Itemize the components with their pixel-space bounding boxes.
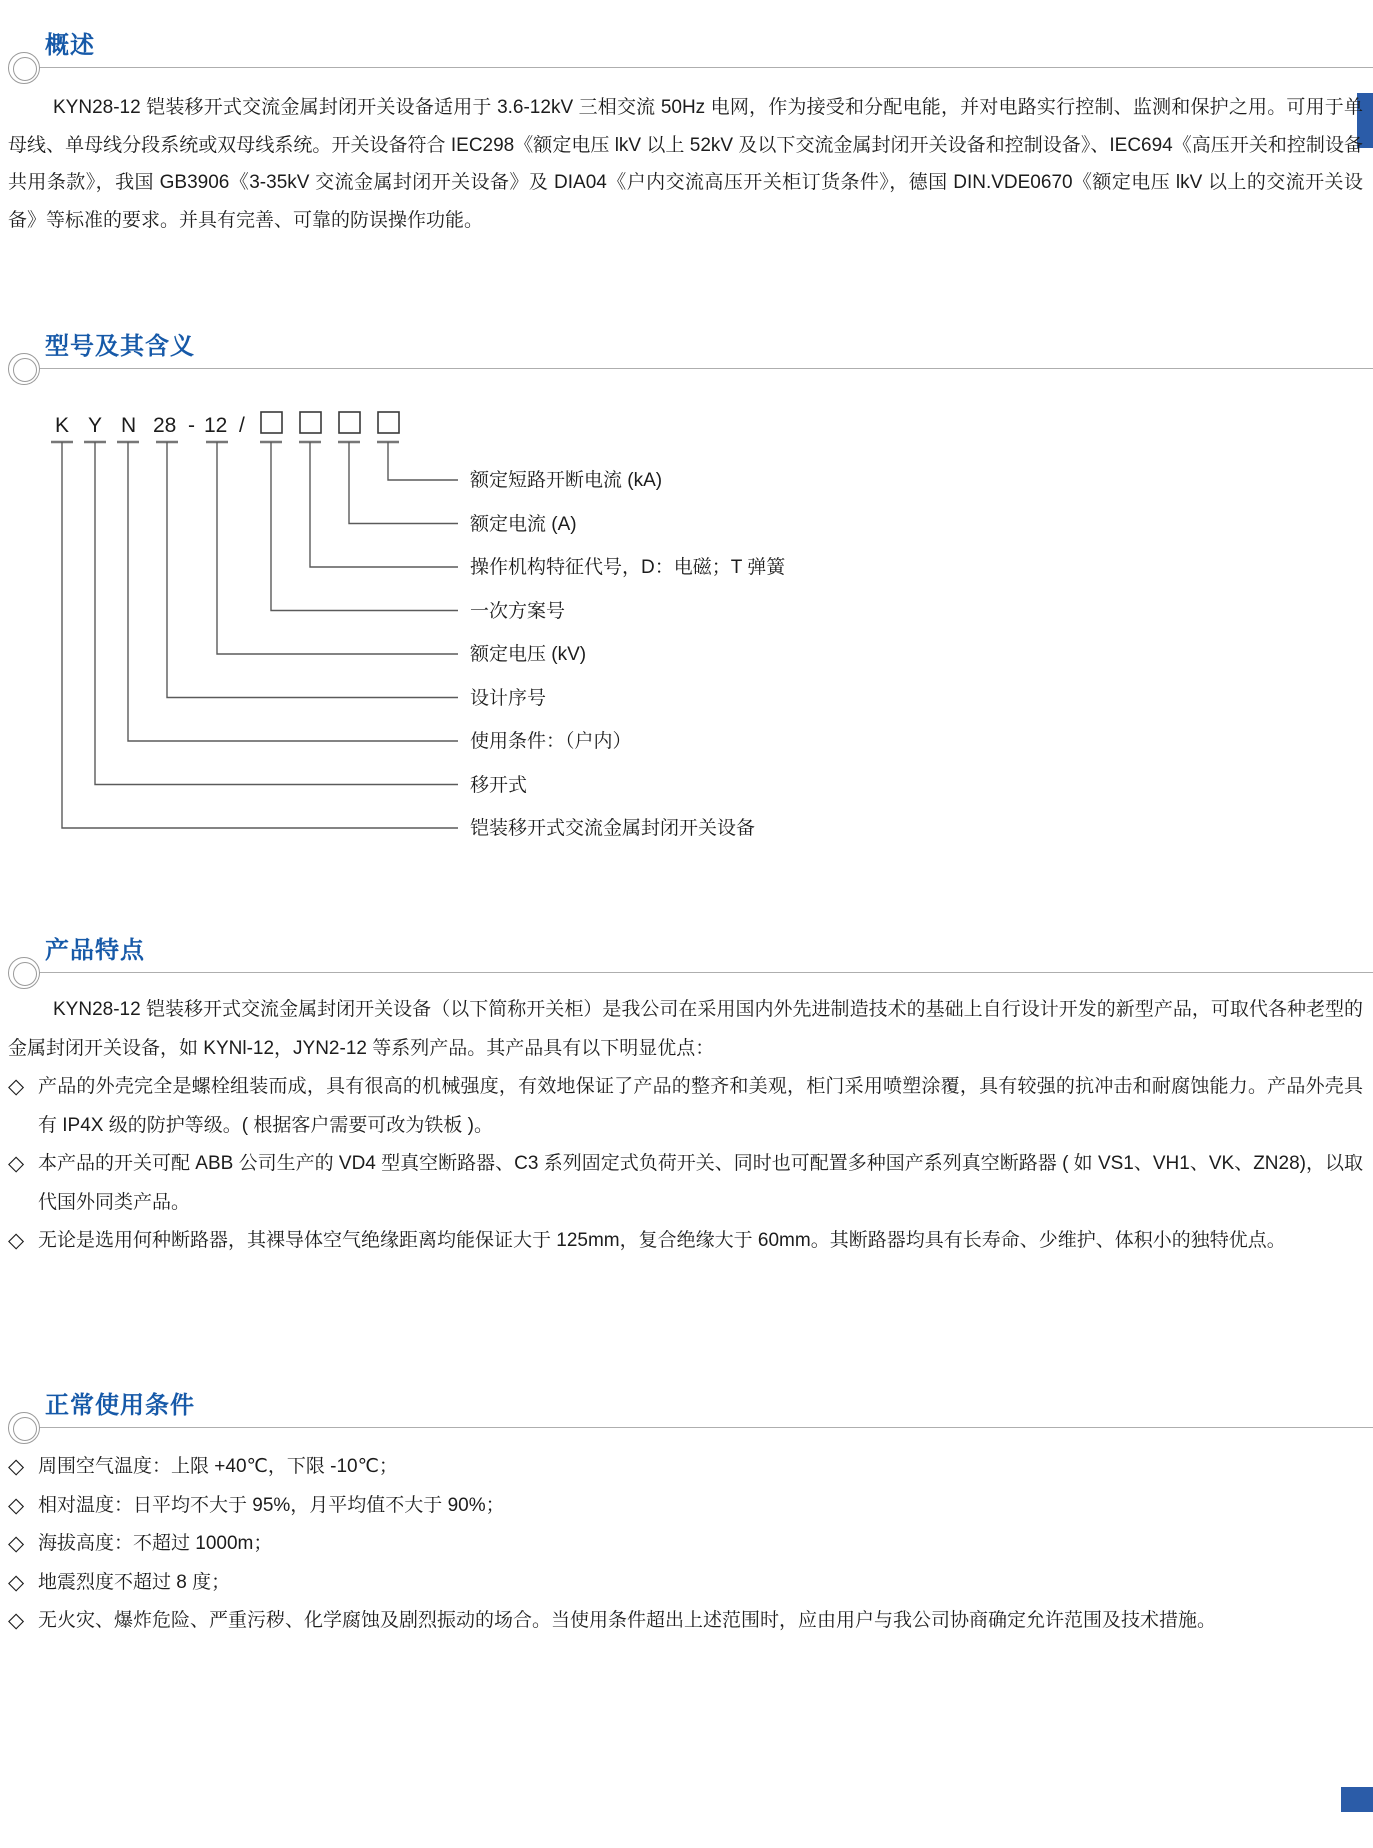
model-code-label: 额定电压 (kV)	[470, 644, 587, 665]
model-code-connector	[349, 442, 458, 524]
condition-item-text: 周围空气温度：上限 +40℃，下限 -10℃；	[38, 1456, 398, 1477]
diamond-bullet-icon: ◇	[8, 1493, 25, 1517]
section-ring-icon	[8, 353, 40, 385]
diamond-bullet-icon: ◇	[8, 1609, 25, 1632]
section-divider-line	[30, 67, 1373, 68]
diamond-bullet-icon: ◇	[8, 1455, 25, 1478]
model-code-label: 额定电流 (A)	[470, 514, 577, 535]
section-header-features	[0, 929, 1373, 973]
section-title-model: 型号及其含义	[45, 333, 195, 360]
feature-item	[8, 1222, 1363, 1261]
model-code-box	[378, 412, 399, 433]
features-body	[8, 991, 1363, 1261]
section-ring-icon	[8, 1412, 40, 1444]
model-code-label: 一次方案号	[470, 601, 566, 622]
section-ring-icon	[8, 52, 40, 84]
conditions-body	[8, 1448, 1363, 1641]
condition-item-text: 海拔高度：不超过 1000m；	[38, 1533, 273, 1554]
model-code-part: N	[121, 414, 137, 437]
diamond-bullet-icon: ◇	[8, 1229, 25, 1252]
section-header-model	[0, 325, 1373, 369]
feature-item-text: 产品的外壳完全是螺栓组装而成，具有很高的机械强度，有效地保证了产品的整齐和美观，柜门采用喷塑涂覆，具有较强的抗冲击和耐腐蚀能力。产品外壳具有 IP4X 级的防护等级。( 根据客户需要可改为铁板 )。	[38, 1076, 1363, 1136]
feature-item-text: 无论是选用何种断路器，其裸导体空气绝缘距离均能保证大于 125mm，复合绝缘大于 60mm。其断路器均具有长寿命、少维护、体积小的独特优点。	[38, 1230, 1286, 1251]
model-code-part: /	[239, 414, 245, 437]
section-title-features: 产品特点	[45, 937, 145, 964]
condition-item	[8, 1525, 1363, 1564]
model-code-part: -	[188, 414, 195, 437]
model-code-part: 28	[153, 414, 177, 437]
condition-item	[8, 1487, 1363, 1526]
section-header-overview	[0, 24, 1373, 68]
model-code-connector	[128, 442, 458, 741]
model-code-box	[261, 412, 282, 433]
section-title-conditions: 正常使用条件	[45, 1392, 195, 1419]
model-code-label: 铠装移开式交流金属封闭开关设备	[470, 818, 756, 839]
model-code-connector	[271, 442, 458, 611]
section-divider-line	[30, 1427, 1373, 1428]
condition-item	[8, 1448, 1363, 1487]
model-code-connector	[95, 442, 458, 785]
model-code-connector	[62, 442, 458, 828]
overview-paragraph: KYN28-12 铠装移开式交流金属封闭开关设备适用于 3.6-12kV 三相交流 50Hz 电网，作为接受和分配电能，并对电路实行控制、监测和保护之用。可用于单母线、单母线分段系统或双母线系统。开关设备符合 IEC298《额定电压 lkV 以上 52kV 及以下交流金属封闭开关设备和控制设备》、IEC694《高压开关和控制设备共用条款》，我国 GB3906《3-35kV 交流金属封闭开关设备》及 DIA04《户内交流高压开关柜订货条件》，德国 DIN.VDE0670《额定电压 lkV 以上的交流开关设备》等标准的要求。并具有完善、可靠的防误操作功能。	[8, 97, 1363, 231]
model-code-connector	[388, 442, 458, 480]
condition-item	[8, 1564, 1363, 1603]
model-code-box	[300, 412, 321, 433]
model-code-label: 使用条件：（户内）	[470, 731, 632, 752]
condition-item	[8, 1602, 1363, 1641]
diamond-bullet-icon: ◇	[8, 1152, 25, 1175]
diamond-bullet-icon: ◇	[8, 1075, 25, 1098]
condition-item-text: 相对温度：日平均不大于 95%，月平均值不大于 90%；	[38, 1494, 505, 1516]
section-ring-icon	[8, 957, 40, 989]
page-edge-tab-bottom	[1341, 1787, 1373, 1812]
condition-item-text: 地震烈度不超过 8 度；	[38, 1571, 231, 1593]
condition-item-text: 无火灾、爆炸危险、严重污秽、化学腐蚀及剧烈振动的场合。当使用条件超出上述范围时，应由用户与我公司协商确定允许范围及技术措施。	[38, 1610, 1217, 1631]
feature-item	[8, 1068, 1363, 1145]
model-code-connector	[310, 442, 458, 567]
feature-item	[8, 1145, 1363, 1222]
feature-item-text: 本产品的开关可配 ABB 公司生产的 VD4 型真空断路器、C3 系列固定式负荷开关、同时也可配置多种国产系列真空断路器 ( 如 VS1、VH1、VK、ZN28)，以取代国外同类产品。	[38, 1153, 1363, 1213]
model-code-label: 设计序号	[470, 688, 547, 709]
section-title-overview: 概述	[45, 32, 95, 59]
model-code-part: 12	[204, 414, 228, 437]
model-code-label: 额定短路开断电流 (kA)	[470, 470, 663, 491]
diamond-bullet-icon: ◇	[8, 1532, 25, 1555]
section-header-conditions	[0, 1384, 1373, 1428]
features-intro: KYN28-12 铠装移开式交流金属封闭开关设备（以下简称开关柜）是我公司在采用国内外先进制造技术的基础上自行设计开发的新型产品，可取代各种老型的金属封闭开关设备，如 KYNl-12，JYN2-12 等系列产品。其产品具有以下明显优点：	[8, 999, 1363, 1059]
model-code-diagram	[0, 402, 1340, 852]
section-divider-line	[30, 972, 1373, 973]
model-code-label: 操作机构特征代号，D：电磁；T 弹簧	[470, 557, 786, 578]
model-code-label: 移开式	[470, 775, 528, 796]
diamond-bullet-icon: ◇	[8, 1570, 25, 1594]
model-code-connector	[217, 442, 458, 654]
model-code-part: Y	[88, 414, 103, 437]
model-code-box	[339, 412, 360, 433]
section-divider-line	[30, 368, 1373, 369]
model-code-part: K	[55, 414, 70, 437]
